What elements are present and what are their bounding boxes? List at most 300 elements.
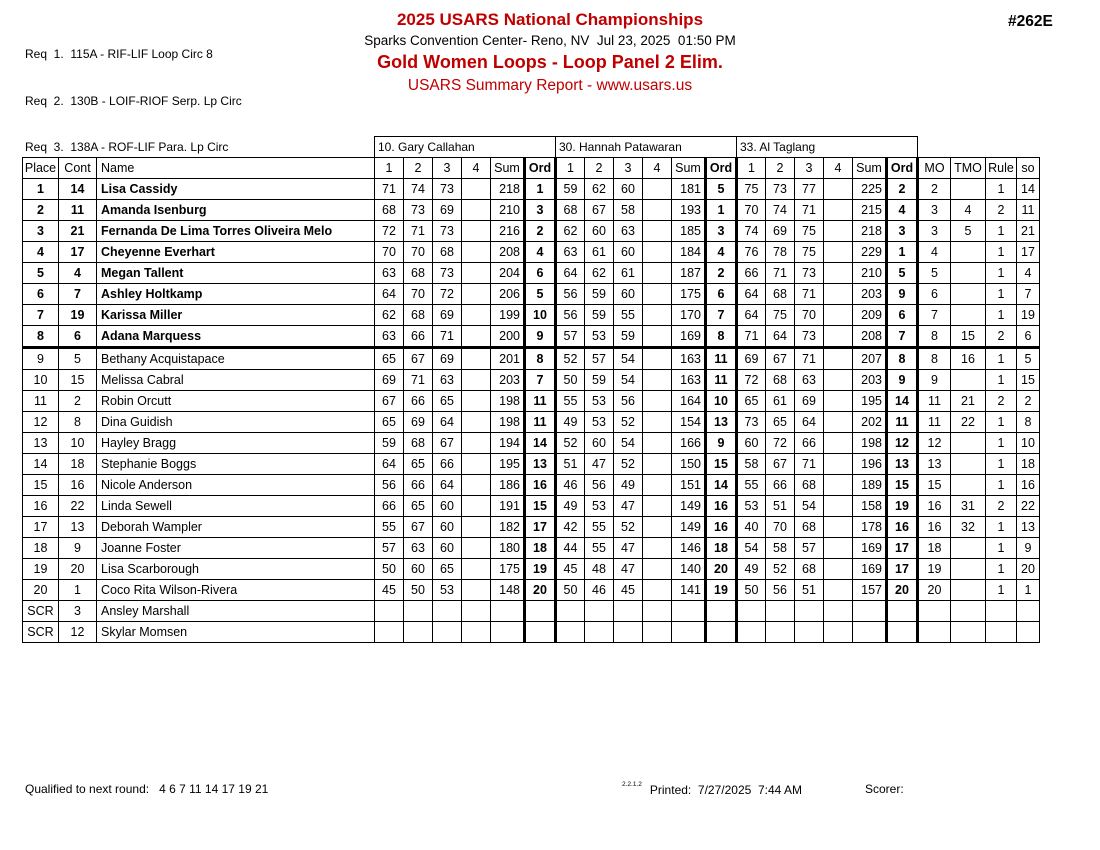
printed-line bbox=[622, 781, 802, 797]
score-cell bbox=[643, 199, 672, 220]
place-cell: 11 bbox=[23, 390, 59, 411]
sum-cell: 208 bbox=[491, 241, 525, 262]
score-cell: 51 bbox=[556, 453, 585, 474]
col-header: 1 bbox=[737, 157, 766, 178]
so-cell: 22 bbox=[1017, 495, 1040, 516]
so-cell: 5 bbox=[1017, 347, 1040, 369]
qualified-label: Qualified to next round: bbox=[25, 782, 160, 796]
score-cell bbox=[643, 178, 672, 199]
score-cell: 47 bbox=[614, 495, 643, 516]
judge-2-name: 30. Hannah Patawaran bbox=[556, 137, 737, 158]
score-cell: 47 bbox=[585, 453, 614, 474]
ord-cell: 8 bbox=[887, 347, 918, 369]
score-cell bbox=[585, 621, 614, 642]
score-cell bbox=[824, 516, 853, 537]
ord-cell: 15 bbox=[887, 474, 918, 495]
score-cell: 47 bbox=[614, 558, 643, 579]
score-cell: 53 bbox=[737, 495, 766, 516]
tmo-cell bbox=[951, 537, 986, 558]
score-cell: 45 bbox=[556, 558, 585, 579]
score-cell: 51 bbox=[795, 579, 824, 600]
event-number: #262E bbox=[1008, 13, 1053, 30]
table-row bbox=[23, 600, 1040, 621]
score-cell bbox=[643, 600, 672, 621]
score-cell: 69 bbox=[766, 220, 795, 241]
cont-cell: 4 bbox=[59, 262, 97, 283]
ord-cell: 9 bbox=[887, 369, 918, 390]
score-cell bbox=[824, 474, 853, 495]
qualified-line bbox=[25, 782, 268, 796]
sum-cell: 207 bbox=[853, 347, 887, 369]
ord-cell: 8 bbox=[525, 347, 556, 369]
judge-row-right-spacer bbox=[918, 137, 1040, 158]
col-header: 2 bbox=[585, 157, 614, 178]
ord-cell: 1 bbox=[706, 199, 737, 220]
score-cell bbox=[643, 304, 672, 325]
sum-cell: 148 bbox=[491, 579, 525, 600]
score-cell bbox=[643, 325, 672, 347]
score-cell bbox=[643, 432, 672, 453]
score-cell: 70 bbox=[375, 241, 404, 262]
so-cell: 14 bbox=[1017, 178, 1040, 199]
score-cell bbox=[643, 453, 672, 474]
score-cell: 52 bbox=[614, 516, 643, 537]
table-row bbox=[23, 241, 1040, 262]
score-cell: 67 bbox=[433, 432, 462, 453]
results-table bbox=[22, 136, 1040, 643]
name-cell: Nicole Anderson bbox=[97, 474, 375, 495]
score-cell: 71 bbox=[795, 283, 824, 304]
score-cell: 44 bbox=[556, 537, 585, 558]
results-table-wrap bbox=[22, 136, 1040, 643]
ord-cell bbox=[887, 621, 918, 642]
score-cell: 70 bbox=[404, 283, 433, 304]
score-cell: 75 bbox=[795, 220, 824, 241]
ord-cell: 2 bbox=[706, 262, 737, 283]
score-cell: 63 bbox=[433, 369, 462, 390]
mo-cell: 8 bbox=[918, 347, 951, 369]
score-cell bbox=[462, 411, 491, 432]
score-cell: 75 bbox=[766, 304, 795, 325]
col-header: MO bbox=[918, 157, 951, 178]
tmo-cell: 5 bbox=[951, 220, 986, 241]
ord-cell: 20 bbox=[525, 579, 556, 600]
col-header: 3 bbox=[795, 157, 824, 178]
score-cell: 63 bbox=[795, 369, 824, 390]
score-cell: 69 bbox=[433, 199, 462, 220]
requirement-line-1: Req 1. 115A - RIF-LIF Loop Circ 8 bbox=[25, 47, 213, 61]
judge-header-row bbox=[23, 137, 1040, 158]
score-cell bbox=[824, 600, 853, 621]
place-cell: 16 bbox=[23, 495, 59, 516]
score-cell: 75 bbox=[795, 241, 824, 262]
score-cell: 72 bbox=[737, 369, 766, 390]
rule-cell: 1 bbox=[986, 241, 1017, 262]
table-row bbox=[23, 516, 1040, 537]
table-row bbox=[23, 220, 1040, 241]
so-cell: 4 bbox=[1017, 262, 1040, 283]
table-row bbox=[23, 411, 1040, 432]
cont-cell: 15 bbox=[59, 369, 97, 390]
ord-cell: 10 bbox=[525, 304, 556, 325]
ord-cell bbox=[887, 600, 918, 621]
score-cell bbox=[643, 411, 672, 432]
score-cell: 67 bbox=[404, 347, 433, 369]
sum-cell: 182 bbox=[491, 516, 525, 537]
sum-cell: 225 bbox=[853, 178, 887, 199]
ord-cell: 20 bbox=[887, 579, 918, 600]
ord-cell: 9 bbox=[525, 325, 556, 347]
score-cell bbox=[766, 621, 795, 642]
rule-cell bbox=[986, 621, 1017, 642]
tmo-cell bbox=[951, 432, 986, 453]
so-cell: 1 bbox=[1017, 579, 1040, 600]
score-cell bbox=[462, 347, 491, 369]
sum-cell: 185 bbox=[672, 220, 706, 241]
score-cell: 63 bbox=[375, 325, 404, 347]
score-cell: 57 bbox=[795, 537, 824, 558]
rule-cell: 1 bbox=[986, 262, 1017, 283]
tmo-cell: 15 bbox=[951, 325, 986, 347]
cont-cell: 14 bbox=[59, 178, 97, 199]
sum-cell: 199 bbox=[491, 304, 525, 325]
cont-cell: 1 bbox=[59, 579, 97, 600]
score-cell bbox=[824, 220, 853, 241]
score-cell: 42 bbox=[556, 516, 585, 537]
score-cell bbox=[824, 495, 853, 516]
mo-cell: 16 bbox=[918, 516, 951, 537]
score-cell: 57 bbox=[375, 537, 404, 558]
ord-cell: 9 bbox=[706, 432, 737, 453]
mo-cell: 3 bbox=[918, 199, 951, 220]
score-cell bbox=[824, 432, 853, 453]
tmo-cell bbox=[951, 304, 986, 325]
score-cell: 69 bbox=[737, 347, 766, 369]
score-cell: 54 bbox=[737, 537, 766, 558]
mo-cell: 11 bbox=[918, 411, 951, 432]
mo-cell: 3 bbox=[918, 220, 951, 241]
sum-cell bbox=[672, 600, 706, 621]
table-row bbox=[23, 304, 1040, 325]
sum-cell: 209 bbox=[853, 304, 887, 325]
score-cell bbox=[462, 304, 491, 325]
sum-cell: 146 bbox=[672, 537, 706, 558]
score-cell: 65 bbox=[433, 558, 462, 579]
column-header-row bbox=[23, 157, 1040, 178]
ord-cell: 3 bbox=[887, 220, 918, 241]
score-cell: 70 bbox=[737, 199, 766, 220]
judge-1-name: 10. Gary Callahan bbox=[375, 137, 556, 158]
score-cell: 64 bbox=[556, 262, 585, 283]
report-header bbox=[0, 10, 1100, 95]
score-cell: 73 bbox=[737, 411, 766, 432]
mo-cell: 11 bbox=[918, 390, 951, 411]
judge-3-name: 33. Al Taglang bbox=[737, 137, 918, 158]
score-cell bbox=[643, 579, 672, 600]
score-cell: 64 bbox=[375, 453, 404, 474]
score-cell: 66 bbox=[404, 390, 433, 411]
mo-cell: 8 bbox=[918, 325, 951, 347]
so-cell bbox=[1017, 600, 1040, 621]
sum-cell: 184 bbox=[672, 241, 706, 262]
sum-cell: 203 bbox=[853, 283, 887, 304]
mo-cell: 9 bbox=[918, 369, 951, 390]
ord-cell: 5 bbox=[706, 178, 737, 199]
score-cell: 67 bbox=[375, 390, 404, 411]
score-cell: 71 bbox=[795, 453, 824, 474]
sum-cell: 191 bbox=[491, 495, 525, 516]
sum-cell: 149 bbox=[672, 516, 706, 537]
score-cell bbox=[375, 600, 404, 621]
judge-row-left-spacer bbox=[23, 137, 375, 158]
place-cell: 8 bbox=[23, 325, 59, 347]
place-cell: 9 bbox=[23, 347, 59, 369]
col-header: 3 bbox=[614, 157, 643, 178]
table-row bbox=[23, 325, 1040, 347]
ord-cell: 9 bbox=[887, 283, 918, 304]
mo-cell: 2 bbox=[918, 178, 951, 199]
sum-cell: 189 bbox=[853, 474, 887, 495]
score-cell: 60 bbox=[614, 241, 643, 262]
sum-cell: 169 bbox=[672, 325, 706, 347]
score-cell: 65 bbox=[375, 411, 404, 432]
rule-cell: 1 bbox=[986, 347, 1017, 369]
sum-cell: 141 bbox=[672, 579, 706, 600]
rule-cell: 1 bbox=[986, 474, 1017, 495]
so-cell: 18 bbox=[1017, 453, 1040, 474]
rule-cell: 1 bbox=[986, 283, 1017, 304]
score-cell: 77 bbox=[795, 178, 824, 199]
score-cell: 76 bbox=[737, 241, 766, 262]
rule-cell: 2 bbox=[986, 390, 1017, 411]
sum-cell: 218 bbox=[491, 178, 525, 199]
score-cell: 54 bbox=[795, 495, 824, 516]
table-row bbox=[23, 369, 1040, 390]
score-cell: 74 bbox=[766, 199, 795, 220]
score-cell: 63 bbox=[404, 537, 433, 558]
score-cell: 45 bbox=[614, 579, 643, 600]
score-cell bbox=[643, 516, 672, 537]
tmo-cell bbox=[951, 558, 986, 579]
score-cell bbox=[462, 453, 491, 474]
score-cell: 61 bbox=[614, 262, 643, 283]
sum-cell: 187 bbox=[672, 262, 706, 283]
championship-title: 2025 USARS National Championships bbox=[396, 10, 704, 29]
col-header: Place bbox=[23, 157, 59, 178]
place-cell: 3 bbox=[23, 220, 59, 241]
score-cell bbox=[462, 325, 491, 347]
sum-cell: 175 bbox=[672, 283, 706, 304]
score-cell: 73 bbox=[433, 262, 462, 283]
score-cell: 64 bbox=[433, 411, 462, 432]
ord-cell bbox=[706, 621, 737, 642]
ord-cell: 19 bbox=[706, 579, 737, 600]
score-cell: 68 bbox=[404, 262, 433, 283]
score-cell bbox=[556, 600, 585, 621]
cont-cell: 8 bbox=[59, 411, 97, 432]
score-cell: 50 bbox=[556, 579, 585, 600]
score-cell bbox=[824, 199, 853, 220]
venue-date-line: Sparks Convention Center- Reno, NV Jul 23, 2025 01:50 PM bbox=[364, 33, 736, 48]
name-cell: Joanne Foster bbox=[97, 537, 375, 558]
qualified-values: 4 6 7 11 14 17 19 21 bbox=[159, 782, 269, 796]
col-header: Sum bbox=[491, 157, 525, 178]
score-cell: 68 bbox=[766, 369, 795, 390]
score-cell bbox=[643, 621, 672, 642]
score-cell bbox=[824, 304, 853, 325]
score-cell: 66 bbox=[404, 474, 433, 495]
score-cell: 46 bbox=[556, 474, 585, 495]
sum-cell: 204 bbox=[491, 262, 525, 283]
cont-cell: 18 bbox=[59, 453, 97, 474]
score-cell: 72 bbox=[766, 432, 795, 453]
score-cell: 56 bbox=[375, 474, 404, 495]
score-cell: 54 bbox=[614, 432, 643, 453]
score-cell bbox=[824, 283, 853, 304]
score-cell: 52 bbox=[556, 347, 585, 369]
score-cell: 52 bbox=[766, 558, 795, 579]
name-cell: Dina Guidish bbox=[97, 411, 375, 432]
cont-cell: 22 bbox=[59, 495, 97, 516]
sum-cell: 163 bbox=[672, 369, 706, 390]
tmo-cell bbox=[951, 579, 986, 600]
sum-cell: 151 bbox=[672, 474, 706, 495]
score-cell: 50 bbox=[737, 579, 766, 600]
so-cell: 11 bbox=[1017, 199, 1040, 220]
name-cell: Cheyenne Everhart bbox=[97, 241, 375, 262]
rule-cell: 1 bbox=[986, 369, 1017, 390]
score-cell bbox=[462, 390, 491, 411]
score-cell: 68 bbox=[404, 432, 433, 453]
ord-cell: 11 bbox=[706, 369, 737, 390]
so-cell: 2 bbox=[1017, 390, 1040, 411]
score-cell: 64 bbox=[433, 474, 462, 495]
rule-cell: 1 bbox=[986, 220, 1017, 241]
score-cell: 67 bbox=[766, 347, 795, 369]
col-header: 4 bbox=[824, 157, 853, 178]
score-cell bbox=[824, 453, 853, 474]
tmo-cell: 21 bbox=[951, 390, 986, 411]
sum-cell: 175 bbox=[491, 558, 525, 579]
score-cell: 50 bbox=[556, 369, 585, 390]
table-row bbox=[23, 537, 1040, 558]
sum-cell: 170 bbox=[672, 304, 706, 325]
score-cell: 71 bbox=[795, 199, 824, 220]
sum-cell: 201 bbox=[491, 347, 525, 369]
ord-cell bbox=[706, 600, 737, 621]
score-cell: 67 bbox=[404, 516, 433, 537]
score-cell bbox=[795, 600, 824, 621]
ord-cell: 17 bbox=[887, 537, 918, 558]
cont-cell: 19 bbox=[59, 304, 97, 325]
score-cell: 65 bbox=[404, 453, 433, 474]
score-cell: 74 bbox=[737, 220, 766, 241]
score-cell: 56 bbox=[766, 579, 795, 600]
score-cell: 57 bbox=[556, 325, 585, 347]
place-cell: 4 bbox=[23, 241, 59, 262]
table-row bbox=[23, 178, 1040, 199]
name-cell: Fernanda De Lima Torres Oliveira Melo bbox=[97, 220, 375, 241]
sum-cell: 203 bbox=[491, 369, 525, 390]
score-cell: 60 bbox=[737, 432, 766, 453]
tmo-cell: 16 bbox=[951, 347, 986, 369]
score-cell bbox=[824, 537, 853, 558]
sum-cell: 169 bbox=[853, 537, 887, 558]
col-header: 2 bbox=[766, 157, 795, 178]
score-cell bbox=[643, 369, 672, 390]
ord-cell: 16 bbox=[706, 495, 737, 516]
sum-cell: 210 bbox=[491, 199, 525, 220]
so-cell: 15 bbox=[1017, 369, 1040, 390]
score-cell bbox=[824, 390, 853, 411]
score-cell bbox=[614, 600, 643, 621]
col-header: 2 bbox=[404, 157, 433, 178]
ord-cell: 13 bbox=[887, 453, 918, 474]
event-title: Gold Women Loops - Loop Panel 2 Elim. bbox=[377, 52, 723, 72]
ord-cell: 13 bbox=[525, 453, 556, 474]
ord-cell: 6 bbox=[706, 283, 737, 304]
score-cell: 73 bbox=[433, 178, 462, 199]
score-cell bbox=[824, 241, 853, 262]
score-cell: 58 bbox=[737, 453, 766, 474]
score-cell: 40 bbox=[737, 516, 766, 537]
name-cell: Amanda Isenburg bbox=[97, 199, 375, 220]
score-cell: 71 bbox=[375, 178, 404, 199]
so-cell: 19 bbox=[1017, 304, 1040, 325]
ord-cell: 4 bbox=[525, 241, 556, 262]
results-tbody bbox=[23, 178, 1040, 642]
score-cell bbox=[824, 579, 853, 600]
score-cell: 54 bbox=[614, 369, 643, 390]
score-cell: 52 bbox=[614, 411, 643, 432]
col-header: 1 bbox=[556, 157, 585, 178]
ord-cell: 16 bbox=[706, 516, 737, 537]
score-cell: 56 bbox=[614, 390, 643, 411]
ord-cell: 11 bbox=[525, 411, 556, 432]
sum-cell bbox=[853, 600, 887, 621]
place-cell: 10 bbox=[23, 369, 59, 390]
rule-cell: 1 bbox=[986, 579, 1017, 600]
score-cell bbox=[643, 283, 672, 304]
score-cell: 68 bbox=[404, 304, 433, 325]
cont-cell: 13 bbox=[59, 516, 97, 537]
score-cell: 60 bbox=[433, 495, 462, 516]
score-cell: 74 bbox=[404, 178, 433, 199]
score-cell bbox=[462, 262, 491, 283]
place-cell: 18 bbox=[23, 537, 59, 558]
col-header: 4 bbox=[643, 157, 672, 178]
score-cell: 68 bbox=[433, 241, 462, 262]
tmo-cell bbox=[951, 600, 986, 621]
score-cell bbox=[643, 537, 672, 558]
place-cell: 2 bbox=[23, 199, 59, 220]
sum-cell: 194 bbox=[491, 432, 525, 453]
rule-cell: 2 bbox=[986, 325, 1017, 347]
col-header: Rule bbox=[986, 157, 1017, 178]
mo-cell: 13 bbox=[918, 453, 951, 474]
score-cell: 65 bbox=[766, 411, 795, 432]
score-cell: 66 bbox=[795, 432, 824, 453]
rule-cell bbox=[986, 600, 1017, 621]
score-cell bbox=[795, 621, 824, 642]
tmo-cell: 31 bbox=[951, 495, 986, 516]
score-cell: 61 bbox=[766, 390, 795, 411]
rule-cell: 1 bbox=[986, 453, 1017, 474]
ord-cell: 7 bbox=[887, 325, 918, 347]
place-cell: 15 bbox=[23, 474, 59, 495]
score-cell: 60 bbox=[585, 432, 614, 453]
col-header: Sum bbox=[672, 157, 706, 178]
